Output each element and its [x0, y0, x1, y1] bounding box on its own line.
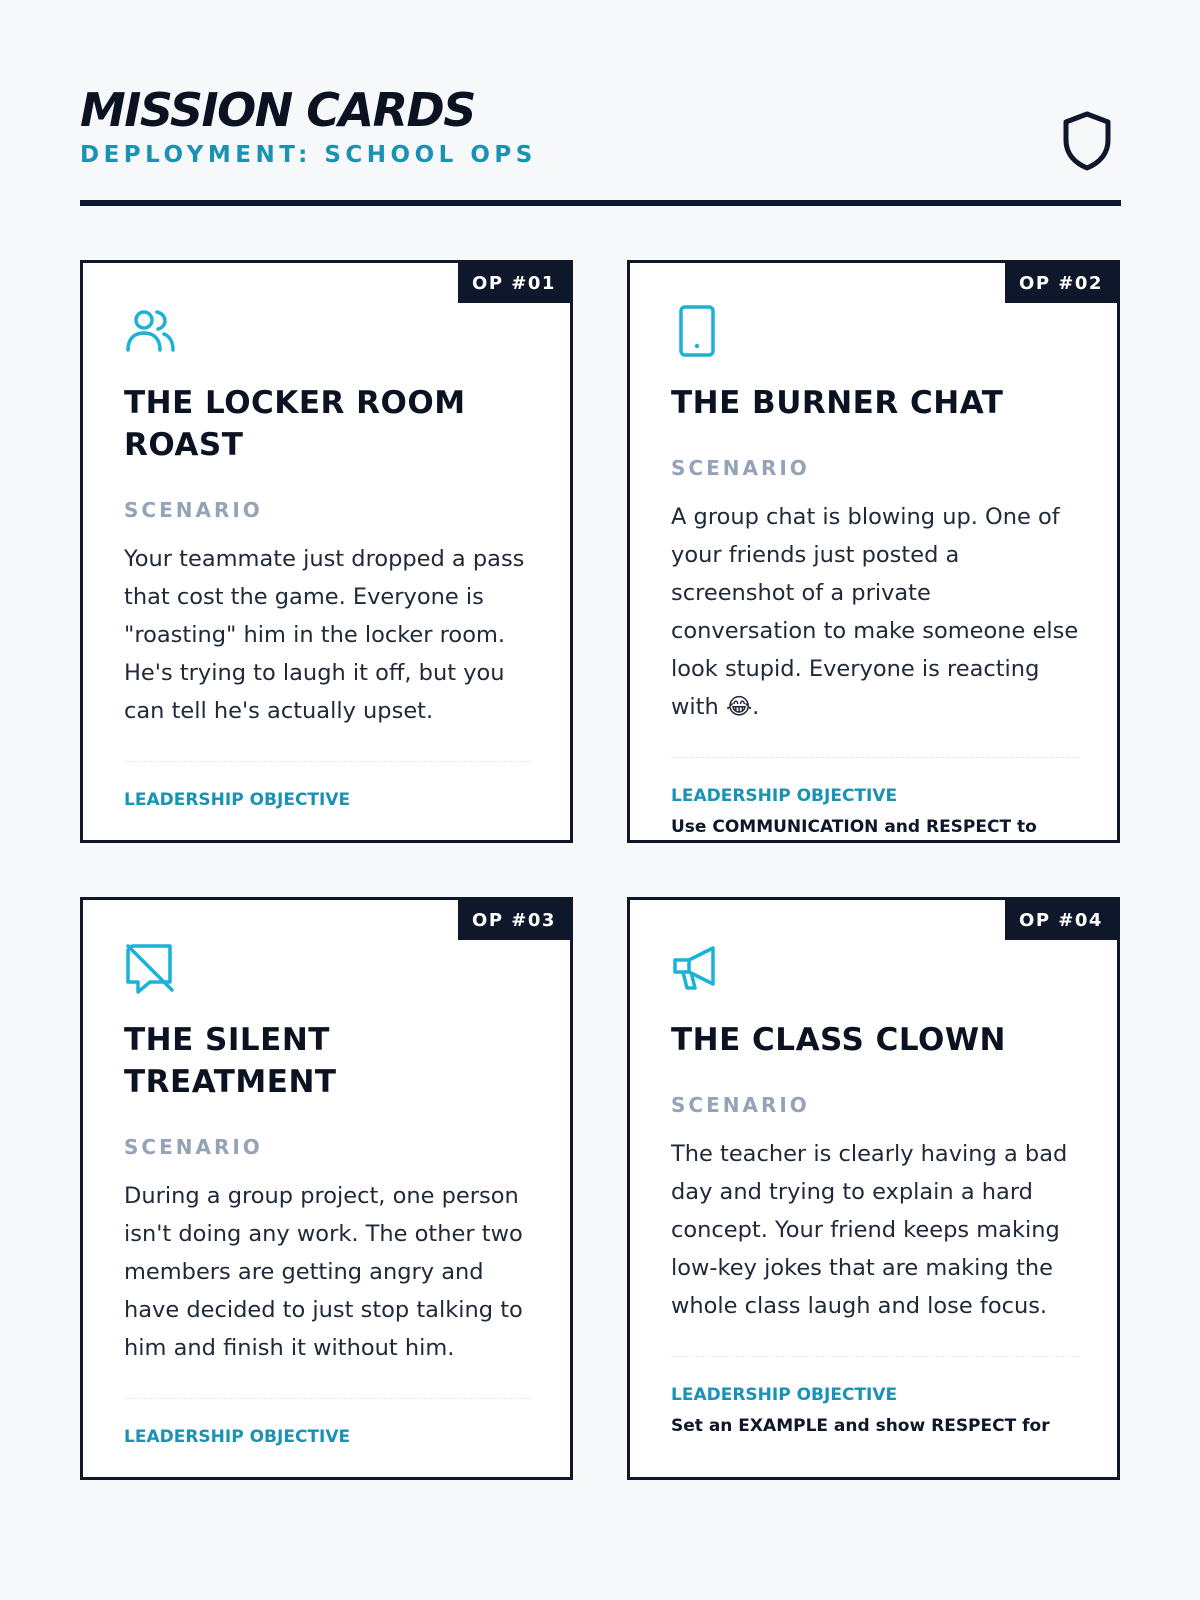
objective-label: LEADERSHIP OBJECTIVE: [671, 786, 898, 806]
mission-card[interactable]: [627, 897, 1120, 1480]
scenario-text: The teacher is clearly having a bad day and trying to explain a hard concept. Your friend keeps making low-key jokes that are making the whole class laugh and lose focus.: [671, 1141, 1068, 1319]
scenario-label: SCENARIO: [671, 1093, 810, 1117]
card-title: THE LOCKER ROOM ROAST: [124, 385, 466, 463]
page-header: [80, 84, 1121, 168]
page-title: MISSION CARDS: [80, 83, 475, 137]
mission-card[interactable]: [627, 260, 1120, 843]
message-off-icon: [124, 942, 176, 994]
objective-text: Set an EXAMPLE and show RESPECT for: [671, 1416, 1050, 1436]
objective-text: Use COMMUNICATION and RESPECT to: [671, 817, 1037, 837]
users-icon: [124, 305, 176, 357]
scenario-text: During a group project, one person isn't doing any work. The other two members are getting angry and have decided to just stop talking to him and finish it without him.: [124, 1183, 523, 1361]
page-subtitle: DEPLOYMENT: SCHOOL OPS: [80, 142, 537, 168]
card-body: [671, 942, 1079, 1439]
scenario-label: SCENARIO: [124, 1135, 263, 1159]
objective-label: LEADERSHIP OBJECTIVE: [124, 790, 351, 810]
mission-card[interactable]: [80, 897, 573, 1480]
op-badge: OP #01: [458, 263, 570, 303]
megaphone-icon: [671, 942, 723, 994]
mission-card[interactable]: [80, 260, 573, 843]
card-divider: [124, 761, 532, 762]
card-body: [124, 305, 532, 818]
card-body: [124, 942, 532, 1455]
card-title: THE BURNER CHAT: [671, 385, 1004, 421]
scenario-label: SCENARIO: [671, 456, 810, 480]
scenario-text: A group chat is blowing up. One of your friends just posted a screenshot of a private conversation to make someone else look stupid. Everyone is reacting with 😂.: [671, 504, 1079, 720]
objective-label: LEADERSHIP OBJECTIVE: [124, 1427, 351, 1447]
card-divider: [124, 1398, 532, 1399]
objective-label: LEADERSHIP OBJECTIVE: [671, 1385, 898, 1405]
shield-icon: [1061, 110, 1113, 172]
op-badge: OP #04: [1005, 900, 1117, 940]
op-badge: OP #03: [458, 900, 570, 940]
op-badge: OP #02: [1005, 263, 1117, 303]
card-title: THE CLASS CLOWN: [671, 1022, 1006, 1058]
scenario-text: Your teammate just dropped a pass that cost the game. Everyone is "roasting" him in the locker room. He's trying to laugh it off, but you can tell he's actually upset.: [124, 546, 525, 724]
phone-icon: [671, 305, 723, 357]
card-divider: [671, 757, 1079, 758]
card-body: [671, 305, 1079, 840]
header-divider: [80, 200, 1121, 206]
scenario-label: SCENARIO: [124, 498, 263, 522]
card-title: THE SILENT TREATMENT: [124, 1022, 337, 1100]
card-divider: [671, 1356, 1079, 1357]
